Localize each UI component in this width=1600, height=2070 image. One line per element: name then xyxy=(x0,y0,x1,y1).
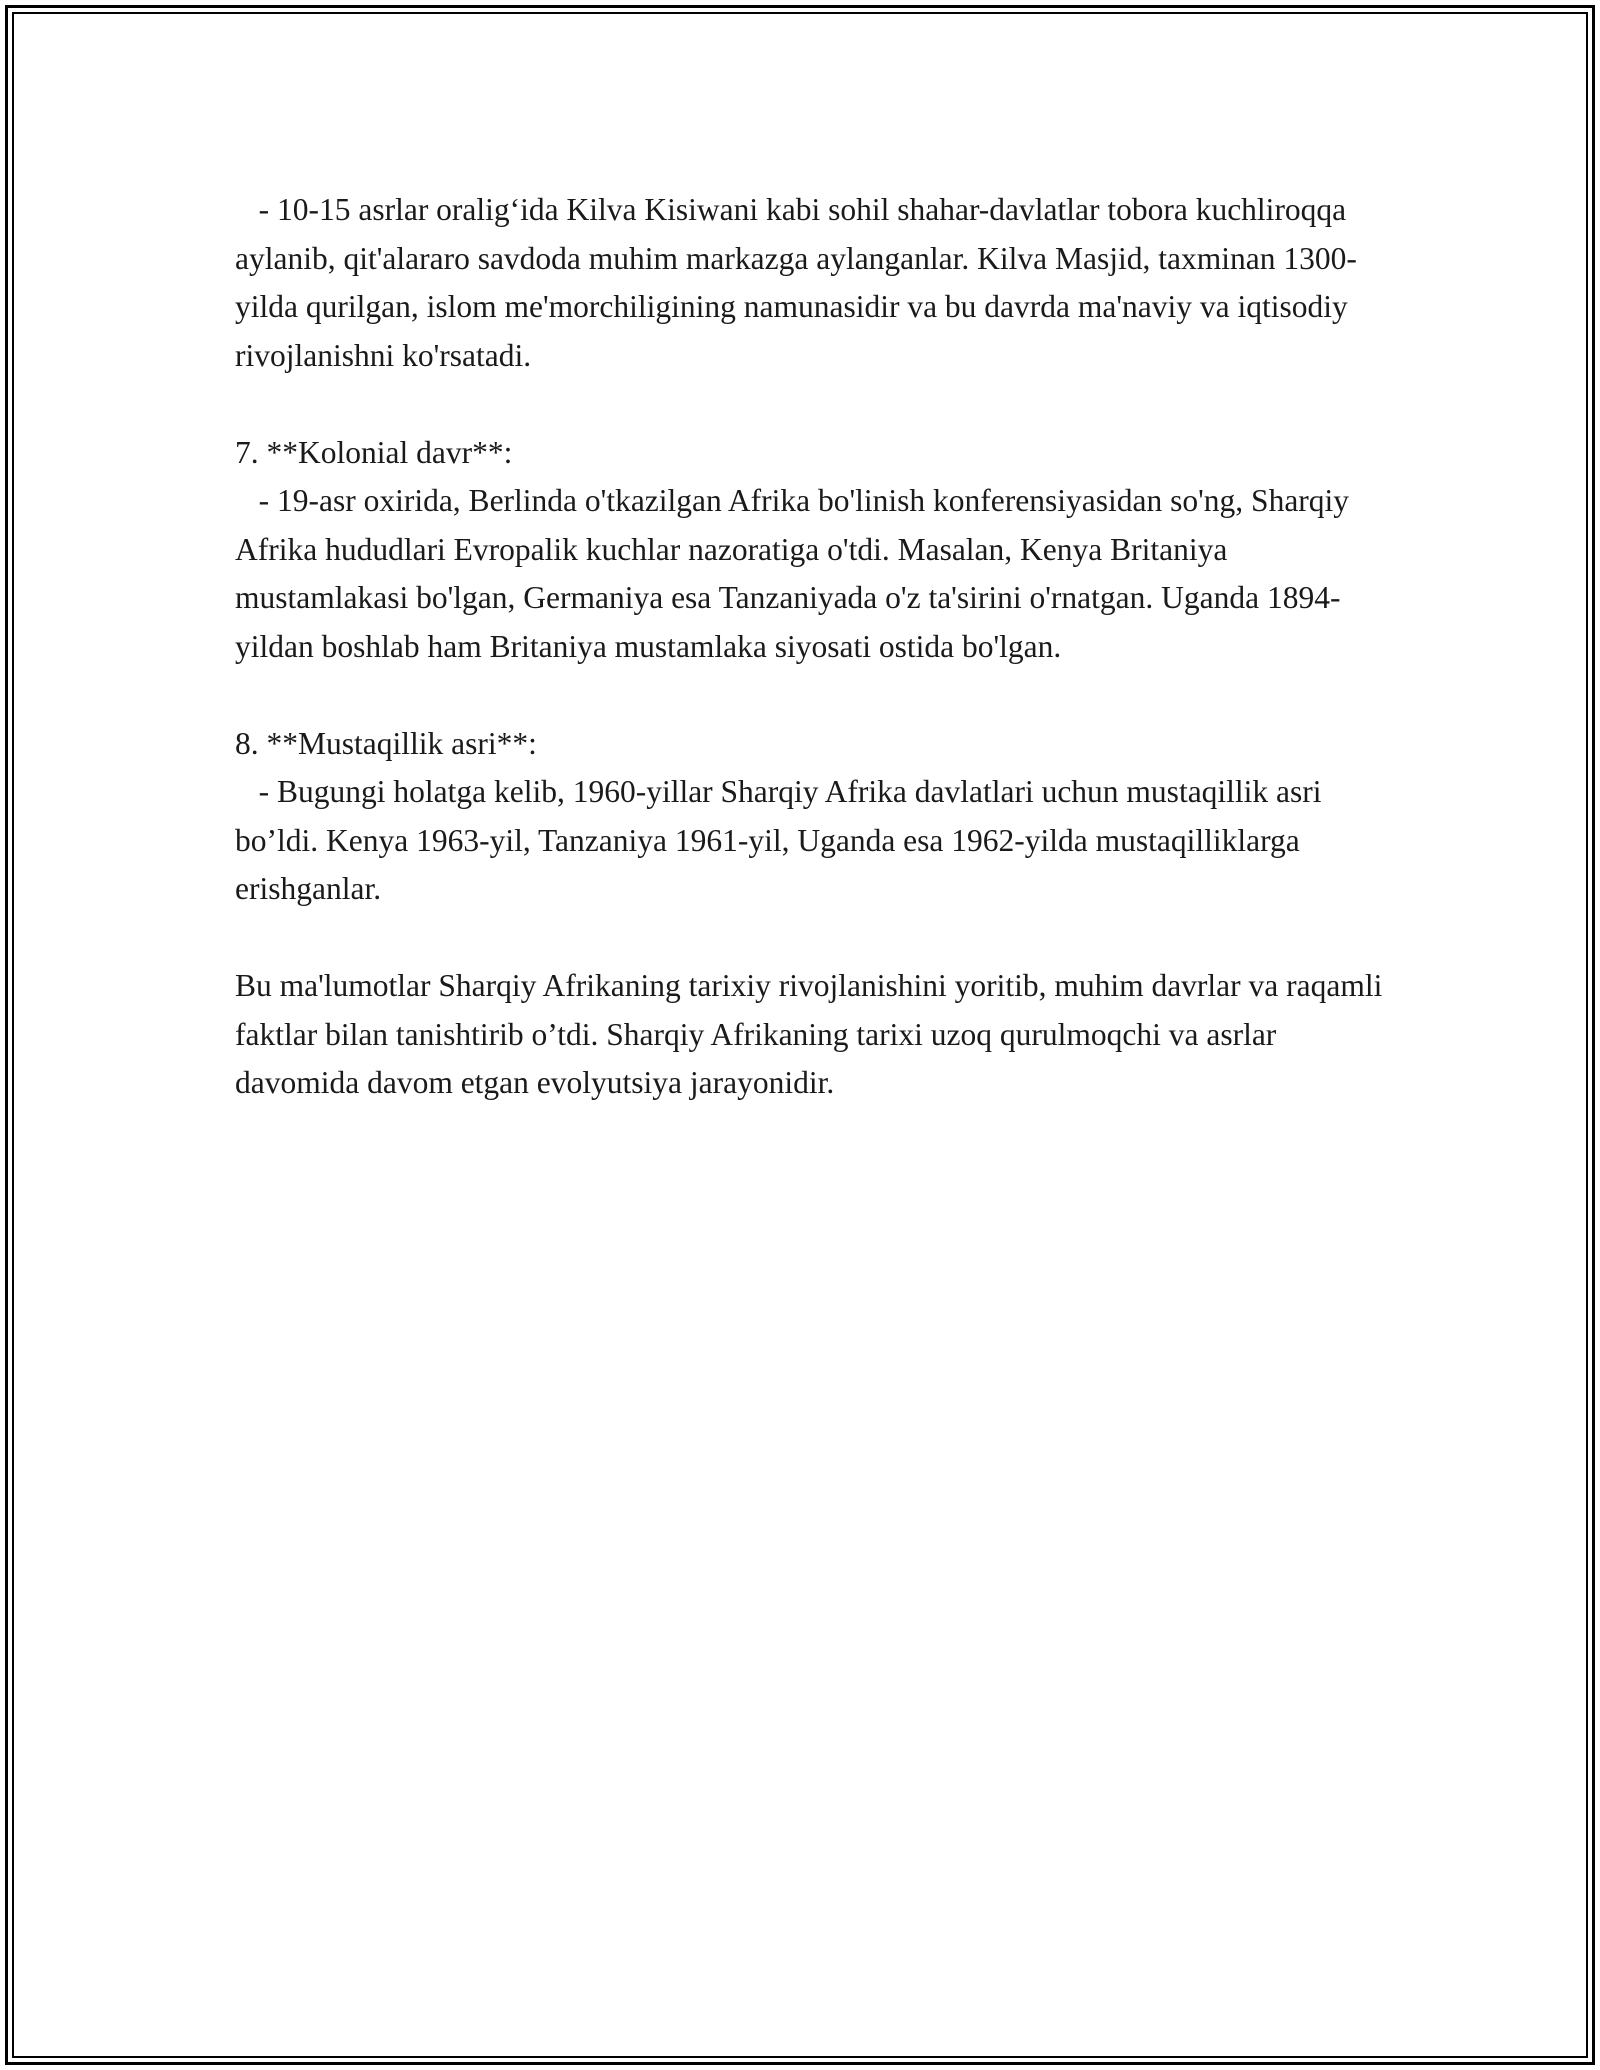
independence-heading: 8. **Mustaqillik asri**: xyxy=(235,725,537,761)
conclusion-paragraph: Bu ma'lumotlar Sharqiy Afrikaning tarixiy rivojlanishini yoritib, muhim davrlar va raqamli faktlar bilan tanishtirib o’tdi. Sharqiy Afrikaning tarixi uzoq qurulmoqchi va asrlar davomida davom etgan evolyutsiya jarayonidir. xyxy=(235,968,1391,1100)
colonial-period-heading: 7. **Kolonial davr**: xyxy=(235,434,513,470)
independence-item: - Bugungi holatga kelib, 1960-yillar Sharqiy Afrika davlatlari uchun mustaqillik asri bo’ldi. Kenya 1963-yil, Tanzaniya 1961-yil, Uganda esa 1962-yilda mustaqilliklarga erishganlar. xyxy=(235,774,1330,906)
document-body xyxy=(235,186,1391,1108)
colonial-period-item: - 19-asr oxirida, Berlinda o'tkazilgan Afrika bo'linish konferensiyasidan so'ng, Sharqiy Afrika hududlari Evropalik kuchlar nazoratiga o'tdi. Masalan, Kenya Britaniya mustamlakasi bo'lgan, Germaniya esa Tanzaniyada o'z ta'sirini o'rnatgan. Uganda 1894-yildan boshlab ham Britaniya mustamlaka siyosati ostida bo'lgan. xyxy=(235,483,1356,664)
paragraph-spacer xyxy=(235,914,1385,963)
paragraph-spacer xyxy=(235,671,1385,720)
paragraph-spacer xyxy=(235,380,1385,429)
kilva-list-item: - 10-15 asrlar oralig‘ida Kilva Kisiwani kabi sohil shahar-davlatlar tobora kuchliroqqa aylanib, qit'alararo savdoda muhim markazga aylanganlar. Kilva Masjid, taxminan 1300-yilda qurilgan, islom me'morchiligining namunasidir va bu davrda ma'naviy va iqtisodiy rivojlanishni ko'rsatadi. xyxy=(235,192,1357,373)
